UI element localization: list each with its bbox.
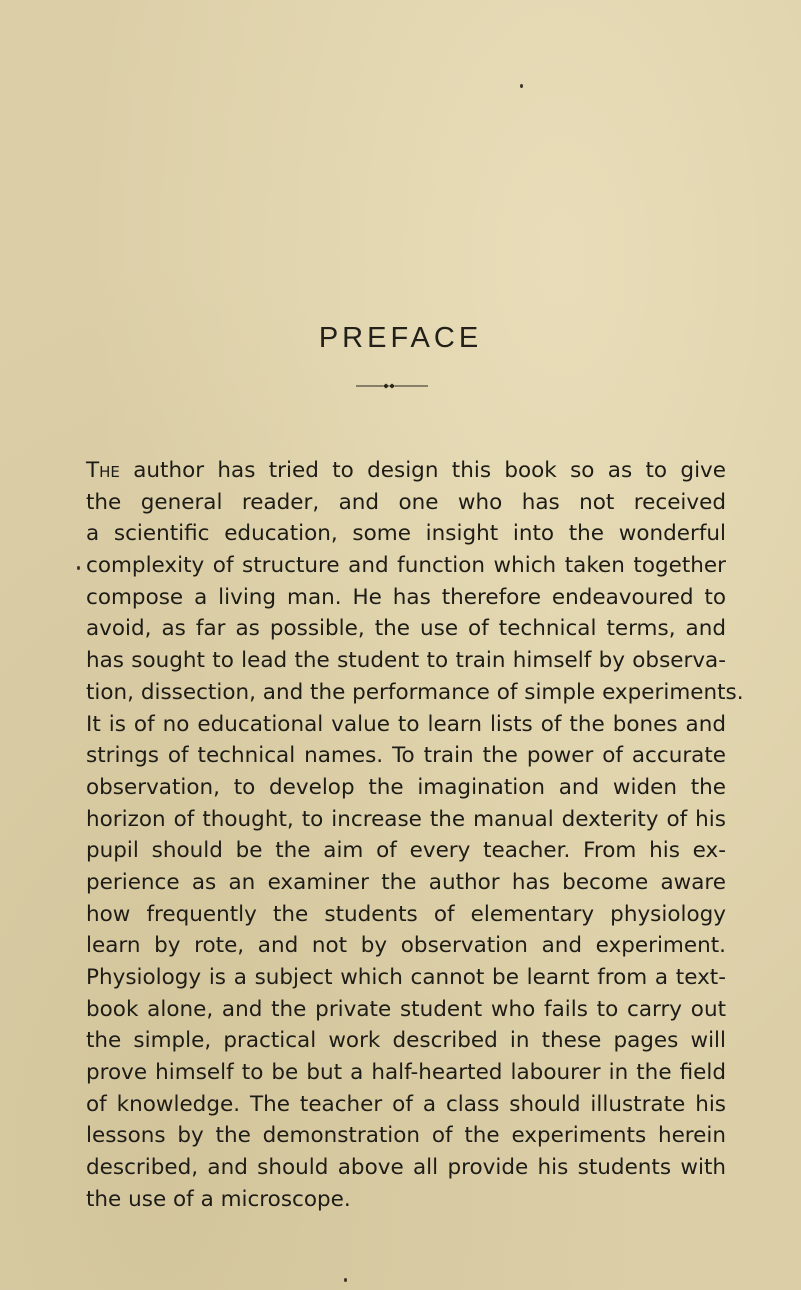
text-line: observation, to develop the imagination and widen the bbox=[86, 774, 726, 800]
text-line: lessons by the demonstration of the experiments herein bbox=[86, 1123, 726, 1149]
text-line: strings of technical names. To train the power of accurate bbox=[86, 743, 726, 769]
text-line: horizon of thought, to increase the manual dexterity of his bbox=[86, 806, 726, 832]
text-line: compose a living man. He has therefore endeavoured to bbox=[86, 584, 726, 610]
text-line: The author has tried to design this book so as to give bbox=[86, 458, 726, 483]
text-line: pupil should be the aim of every teacher. From his ex- bbox=[86, 838, 726, 864]
page-title: PREFACE bbox=[318, 322, 483, 354]
text-line: Physiology is a subject which cannot be learnt from a text- bbox=[86, 965, 726, 990]
text-line: perience as an examiner the author has become aware bbox=[86, 869, 726, 895]
lead-word: The bbox=[86, 458, 120, 483]
ink-speck bbox=[77, 566, 80, 570]
text-line: prove himself to be but a half-hearted labourer in the field bbox=[86, 1060, 726, 1086]
text-line: the use of a microscope. bbox=[86, 1186, 351, 1212]
ink-speck bbox=[520, 84, 523, 88]
text-line: avoid, as far as possible, the use of technical terms, and bbox=[86, 616, 726, 642]
text-line: of knowledge. The teacher of a class should illustrate his bbox=[86, 1091, 726, 1117]
text-line: described, and should above all provide his students with bbox=[86, 1155, 726, 1181]
text-line: has sought to lead the student to train himself by observa- bbox=[86, 648, 726, 674]
text-line: the general reader, and one who has not received bbox=[86, 489, 726, 515]
text-line: the simple, practical work described in these pages will bbox=[86, 1028, 726, 1054]
text-line: book alone, and the private student who fails to carry out bbox=[86, 996, 726, 1022]
title-ornament bbox=[356, 383, 428, 389]
preface-paragraph bbox=[86, 455, 744, 1216]
text-line: tion, dissection, and the performance of simple experiments. bbox=[86, 679, 744, 705]
text-line: a scientific education, some insight into the wonderful bbox=[86, 521, 726, 547]
text-line: It is of no educational value to learn lists of the bones and bbox=[86, 711, 726, 737]
text-line: learn by rote, and not by observation and experiment. bbox=[86, 933, 726, 959]
ink-speck bbox=[344, 1278, 347, 1282]
text-line: complexity of structure and function which taken together bbox=[86, 553, 726, 579]
text-line: how frequently the students of elementary physiology bbox=[86, 901, 726, 927]
